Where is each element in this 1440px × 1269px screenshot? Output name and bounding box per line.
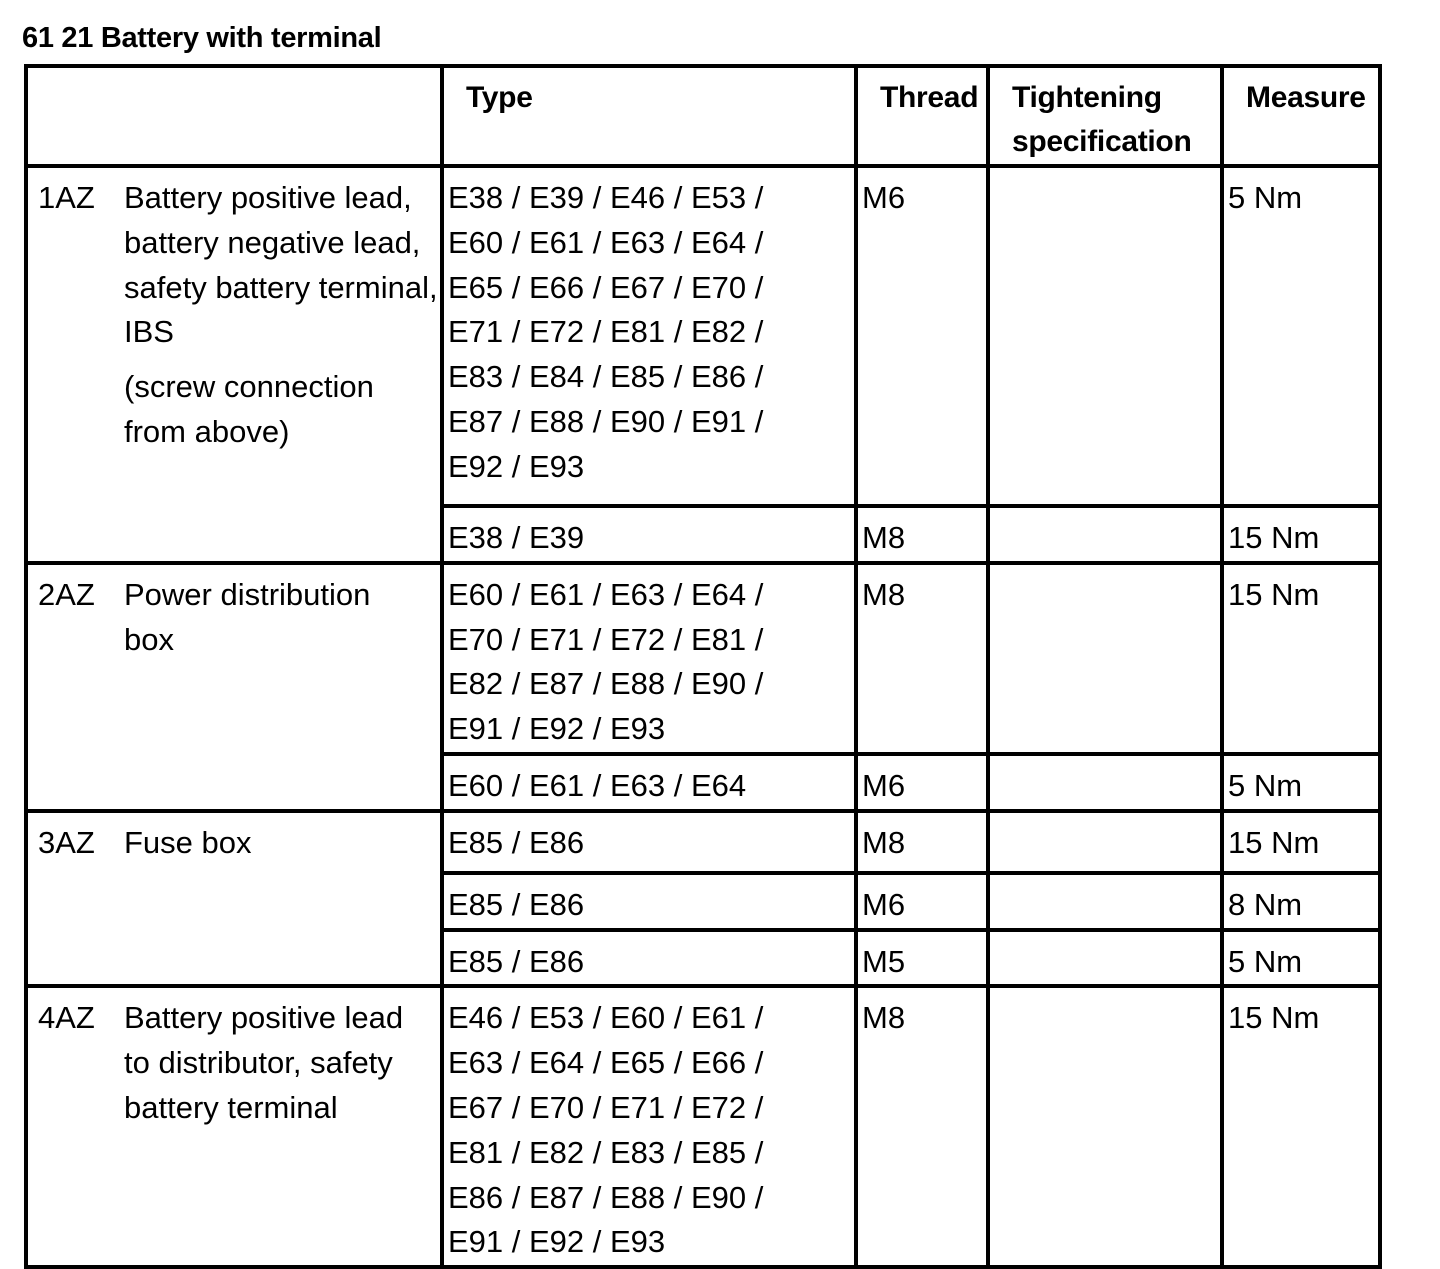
thread-cell: M5 xyxy=(862,943,906,979)
item-description: Power distribution box xyxy=(124,576,371,657)
thread-cell: M6 xyxy=(862,767,906,803)
measure-cell: 15 Nm xyxy=(1228,1000,1320,1036)
tightening-cell xyxy=(990,168,1220,176)
type-cell: E60 / E61 / E63 / E64 xyxy=(448,767,747,803)
measure-cell: 5 Nm xyxy=(1228,767,1303,803)
measure-cell: 8 Nm xyxy=(1228,886,1303,922)
type-cell: E46 / E53 / E60 / E61 / E63 / E64 / E65 / E66 / E67 / E70 / E71 / E72 / E81 / E82 / E83 / E85 / E86 / E87 / E88 / E90 / E91 / E92 / E93 xyxy=(448,1000,764,1260)
type-cell: E85 / E86 xyxy=(448,943,585,979)
item-cell xyxy=(26,166,442,563)
table-row xyxy=(26,986,1380,1267)
measure-cell: 5 Nm xyxy=(1228,180,1303,215)
item-cell xyxy=(26,811,442,987)
header-type: Type xyxy=(466,81,533,114)
tightening-cell xyxy=(990,508,1220,516)
thread-cell: M8 xyxy=(862,824,906,860)
type-cell: E38 / E39 xyxy=(448,520,585,555)
item-cell xyxy=(26,563,442,811)
table-row xyxy=(26,811,1380,873)
item-code: 4AZ xyxy=(38,1000,95,1036)
page-title: 61 21 Battery with terminal xyxy=(22,22,382,54)
tightening-cell xyxy=(990,875,1220,883)
item-description: Battery positive lead, battery negative lead, safety battery terminal, IBS xyxy=(124,180,438,350)
header-measure-cell xyxy=(1222,66,1380,166)
type-cell: E85 / E86 xyxy=(448,824,585,860)
table-row xyxy=(26,166,1380,506)
header-thread: Thread xyxy=(880,81,979,114)
measure-cell: 15 Nm xyxy=(1228,520,1320,555)
header-thread-cell xyxy=(856,66,988,166)
table-row xyxy=(26,563,1380,754)
thread-cell: M8 xyxy=(862,1000,906,1036)
measure-cell: 5 Nm xyxy=(1228,943,1303,979)
thread-cell: M6 xyxy=(862,886,906,922)
header-tightening-cell xyxy=(988,66,1222,166)
item-note: (screw connection from above) xyxy=(124,369,374,449)
item-description: Fuse box xyxy=(124,824,252,860)
tightening-cell xyxy=(990,813,1220,821)
item-code: 1AZ xyxy=(38,180,95,215)
item-cell xyxy=(26,986,442,1267)
thread-cell: M8 xyxy=(862,576,906,612)
type-cell: E85 / E86 xyxy=(448,886,585,922)
item-description: Battery positive lead to distributor, safety battery terminal xyxy=(124,1000,404,1125)
header-tightening: Tightening specification xyxy=(1012,81,1192,158)
tightening-cell xyxy=(990,756,1220,764)
header-item-cell xyxy=(26,66,442,166)
header-row xyxy=(26,66,1380,166)
measure-cell: 15 Nm xyxy=(1228,824,1320,860)
tightening-cell xyxy=(990,565,1220,573)
item-code: 3AZ xyxy=(38,824,95,860)
item-code: 2AZ xyxy=(38,576,95,612)
type-cell: E60 / E61 / E63 / E64 / E70 / E71 / E72 / E81 / E82 / E87 / E88 / E90 / E91 / E92 / E93 xyxy=(448,576,764,747)
header-measure: Measure xyxy=(1246,81,1366,114)
header-type-cell xyxy=(442,66,856,166)
tightening-cell xyxy=(990,988,1220,996)
measure-cell: 15 Nm xyxy=(1228,576,1320,612)
type-cell: E38 / E39 / E46 / E53 / E60 / E61 / E63 / E64 / E65 / E66 / E67 / E70 / E71 / E72 / E81 / E82 / E83 / E84 / E85 / E86 / E87 / E88 / E90 / E91 / E92 / E93 xyxy=(448,180,764,484)
tightening-cell xyxy=(990,932,1220,940)
thread-cell: M8 xyxy=(862,520,906,555)
thread-cell: M6 xyxy=(862,180,906,215)
torque-spec-table xyxy=(24,64,1382,1269)
